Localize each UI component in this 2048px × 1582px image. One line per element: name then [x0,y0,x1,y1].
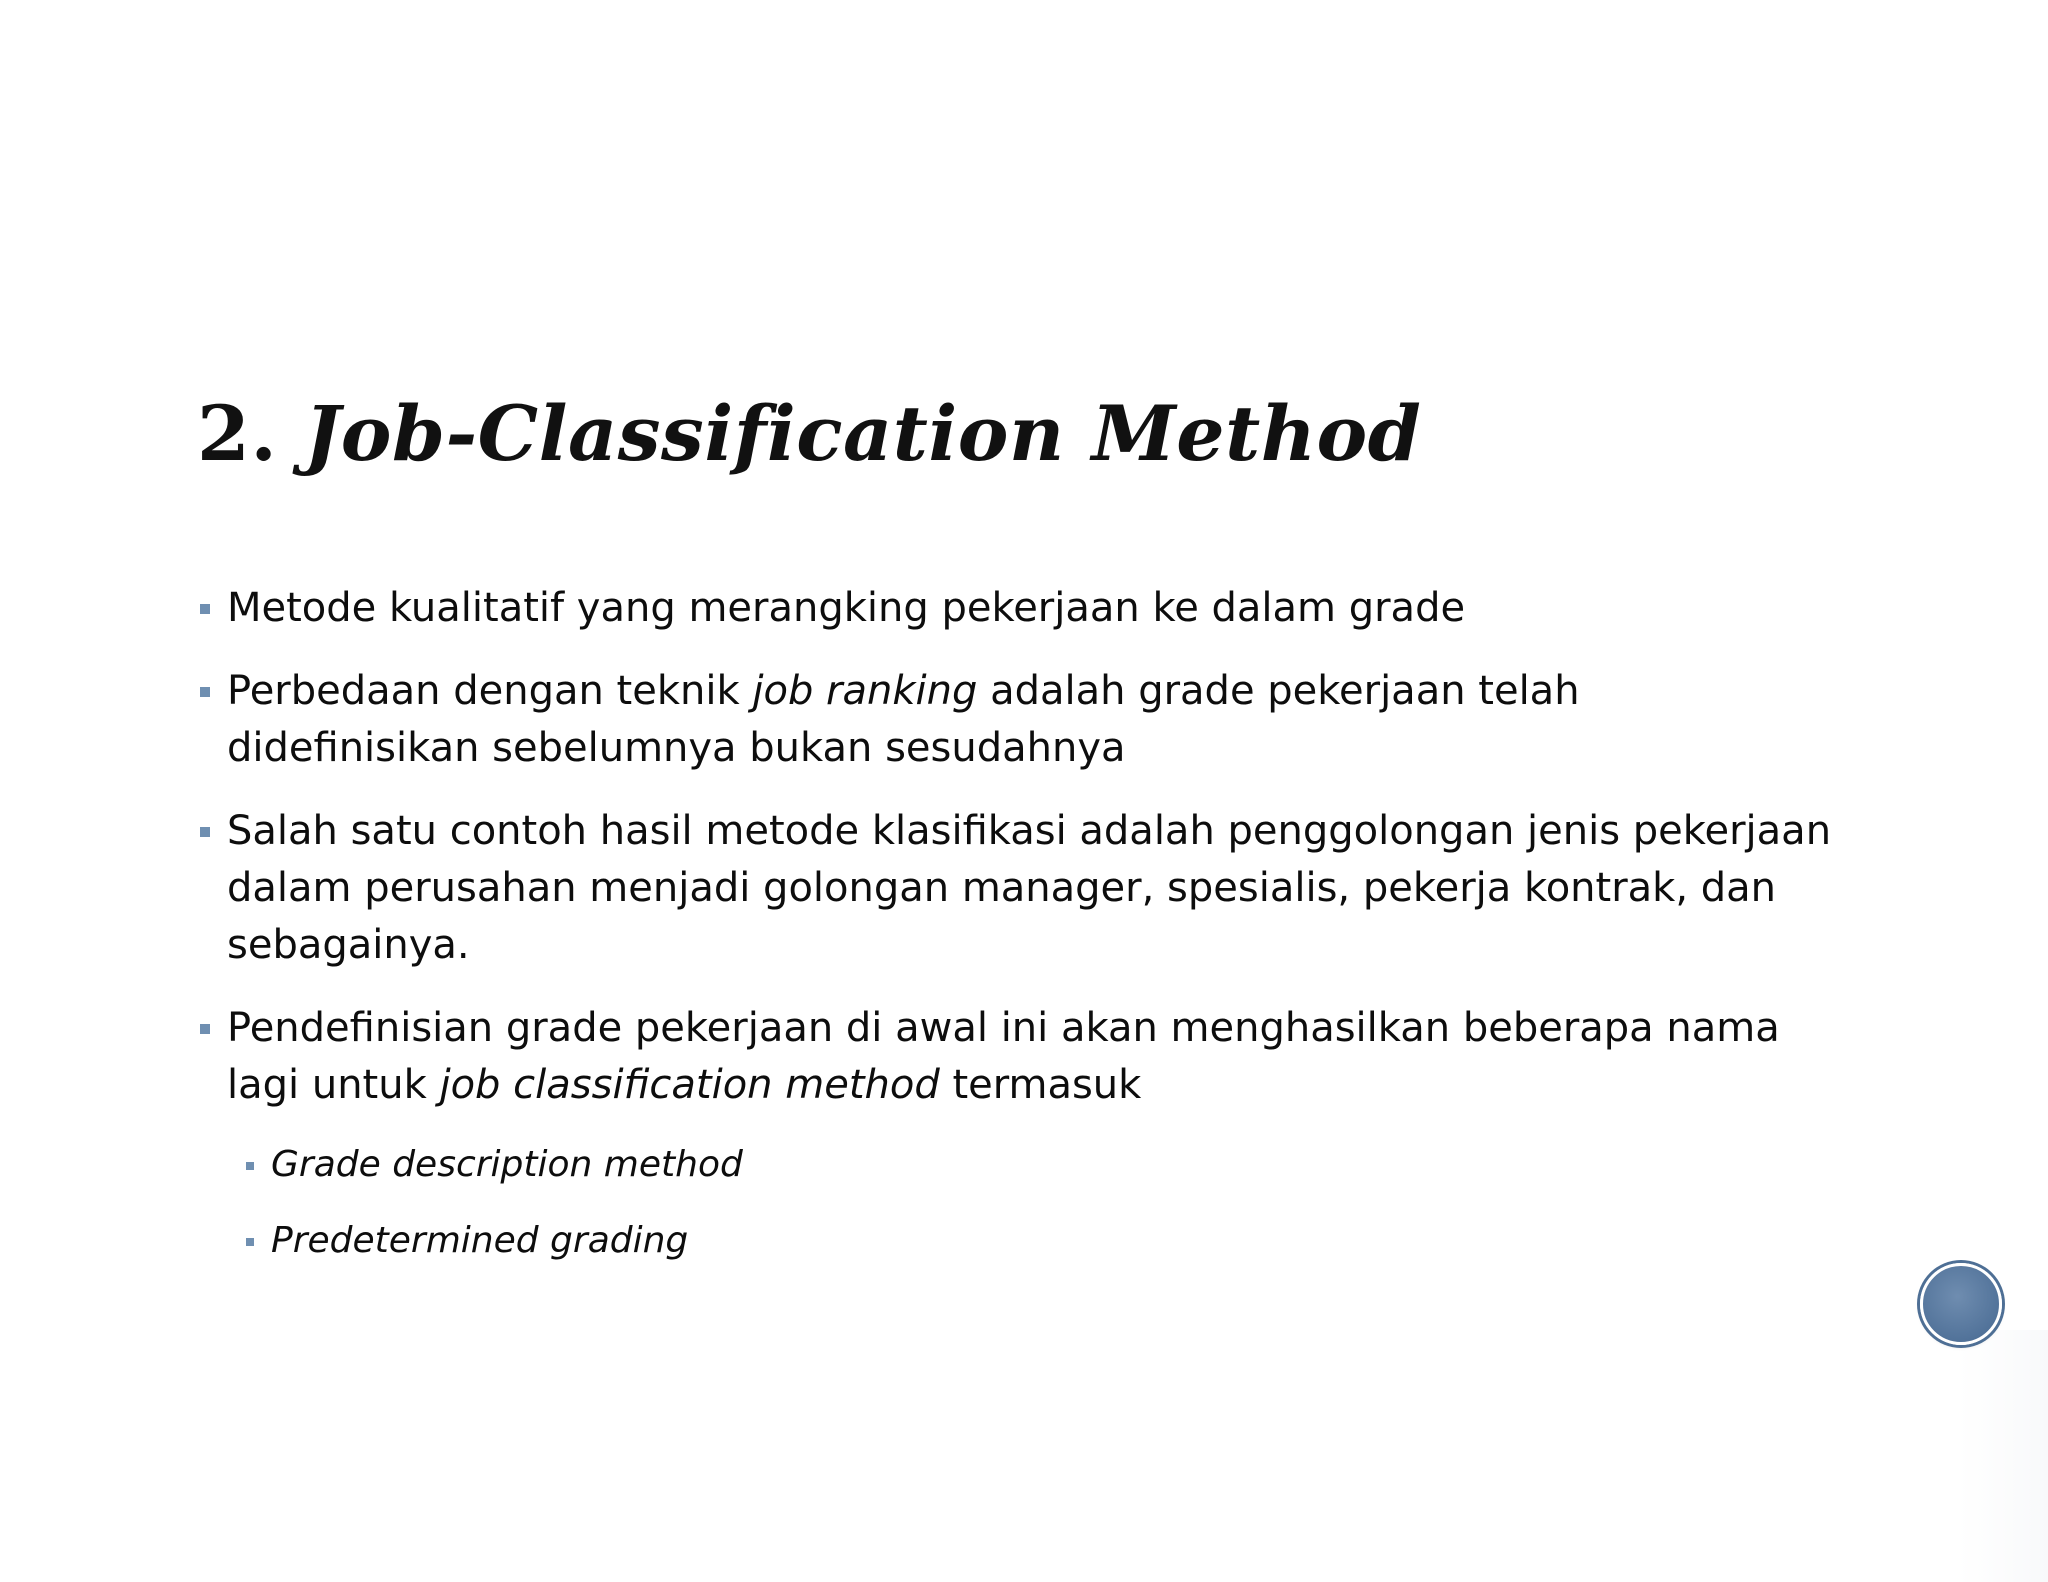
title-text: Job-Classification Method [304,389,1422,478]
bullet-text: adalah grade pekerjaan telah didefinisikan sebelumnya bukan sesudahnya [227,668,1580,771]
bullet-list [197,580,1837,1292]
circle-nav-icon[interactable] [1920,1263,2002,1345]
bullet-item-3 [197,803,1837,974]
sub-bullet-text: Predetermined grading [271,1220,689,1261]
bullet-text: termasuk [939,1062,1142,1108]
sub-bullet-item-2 [244,1216,1837,1266]
corner-shade [1958,1330,2048,1582]
bullet-item-2 [197,663,1837,777]
bullet-text: Metode kualitatif yang merangking pekerjaan ke dalam grade [227,585,1466,631]
bullet-emphasis: job classification method [439,1062,940,1108]
slide-title [197,386,1421,482]
title-number: 2. [197,389,278,478]
bullet-text: Salah satu contoh hasil metode klasifikasi adalah penggolongan jenis pekerjaan dalam perusahan menjadi golongan manager, spesialis, pekerja kontrak, dan sebagainya. [227,808,1832,968]
bullet-emphasis: job ranking [752,668,978,714]
bullet-text: Perbedaan dengan teknik [227,668,753,714]
bullet-item-4 [197,1000,1837,1114]
sub-bullet-item-1 [244,1140,1837,1190]
sub-bullet-text: Grade description method [271,1144,743,1185]
bullet-text: Pendefinisian grade pekerjaan di awal ini akan menghasilkan beberapa nama lagi untuk [227,1005,1780,1108]
bullet-item-1 [197,580,1837,637]
